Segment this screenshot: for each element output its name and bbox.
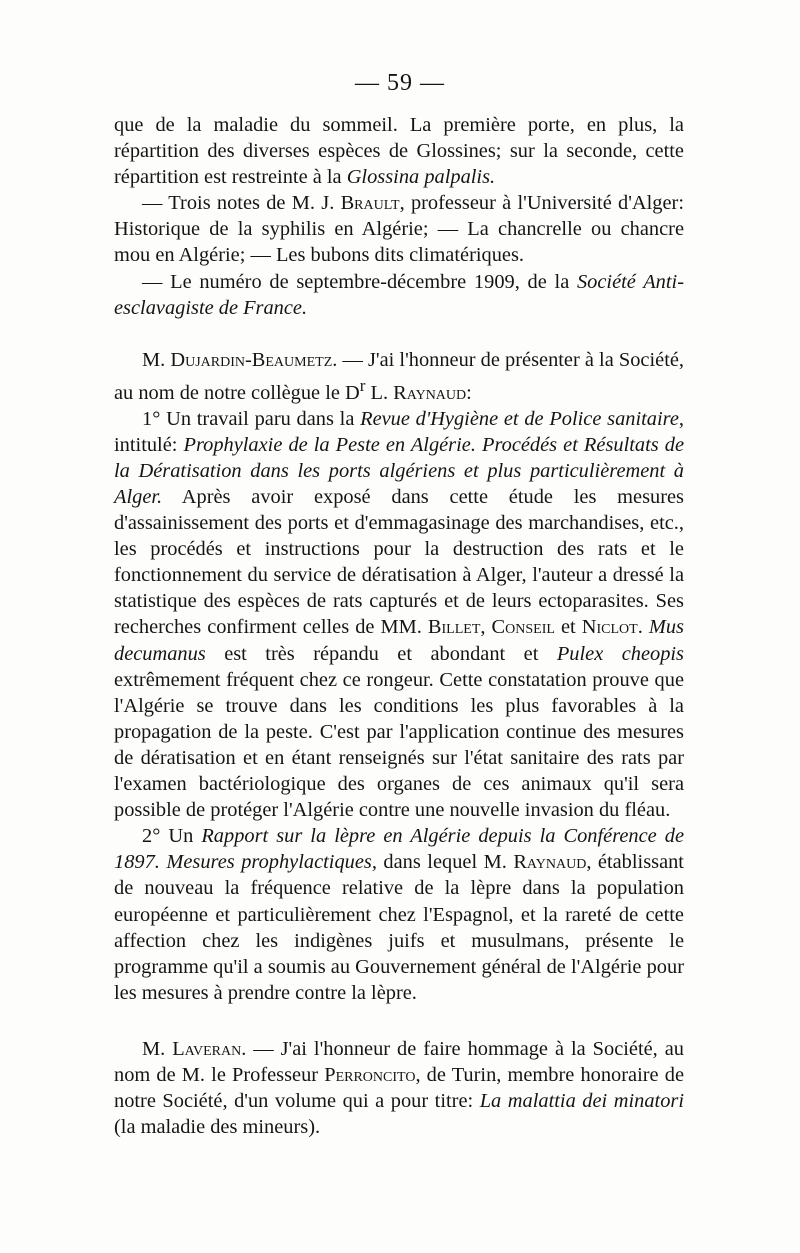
page-number: — 59 — [355,70,445,96]
paragraph-dujardin-intro: M. Dujardin-Beaumetz. — J'ai l'honneur de présenter à la Société, au nom de notre collègue le $D^r$ L. Raynaud: [114,348,685,404]
author-name: Raynaud [393,381,467,404]
author-name: Brault [340,192,400,215]
author-name: Niclot [581,616,638,639]
paragraph-leprosy-report: 2° Un Rapport sur la lèpre en Algérie depuis la Conférence de 1897. Mesures prophylactiques, dans lequel M. Raynaud, établissant de nouveau la fréquence relative de la lèpre dans la population européenne et particulièrement chez l'Espagnol, et la rareté de cette affection chez les indigènes juifs et musulmans, présente le programme qu'il a soumis au Gouvernement général de l'Algérie pour les mesures à prendre contre la lèpre. [114,825,685,1004]
body-text [114,112,684,1140]
paragraph-brault-notes: — Trois notes de M. J. Brault, professeur à l'Université d'Alger: Historique de la syphilis en Algérie; — La chancrelle ou chancre mou en Algérie; — Les bubons dits climatériques. [114,192,684,267]
speaker-name: Dujardin-Beaumetz [170,348,333,371]
author-name: Raynaud [513,851,587,874]
paragraph-antiesclavagiste: — Le numéro de septembre-décembre 1909, de la Société Anti-esclavagiste de France. [114,270,684,319]
author-name: Conseil [491,616,555,639]
speaker-name: Laveran [172,1037,242,1060]
paragraph-sleeping-sickness: que de la maladie du sommeil. La première porte, en plus, la répartition des diverses espèces de Glossines; sur la seconde, cette répartition est restreinte à la Glossina palpalis. [114,114,684,189]
author-name: Billet [427,616,481,639]
paragraph-laveran: M. Laveran. — J'ai l'honneur de faire hommage à la Société, au nom de M. le Professeur Perroncito, de Turin, membre honoraire de notre Société, d'un volume qui a pour titre: La malattia dei minatori (la maladie des mineurs). [114,1037,684,1139]
paragraph-plague-report: 1° Un travail paru dans la Revue d'Hygiène et de Police sanitaire, intitulé: Prophylaxie de la Peste en Algérie. Procédés et Résultats de la Dératisation dans les ports algériens et plus particulièrement à Alger. Après avoir exposé dans cette étude les mesures d'assainissement des ports et d'emmagasinage des marchandises, etc., les procédés et instructions pour la destruction des rats et le fonctionnement du service de dératisation à Alger, l'auteur a dressé la statistique des espèces de rats capturés et de leurs ectoparasites. Ses recherches confirment celles de MM. Billet, Conseil et Niclot. Mus decumanus est très répandu et abondant et Pulex cheopis extrêmement fréquent chez ce rongeur. Cette constatation prouve que l'Algérie se trouve dans les conditions les plus favorables à la propagation de la peste. C'est par l'application continue des mesures de dératisation et en étant renseignés sur l'état sanitaire des rats par l'examen bactériologique des organes de ces animaux qu'il sera possible de protéger l'Algérie contre une nouvelle invasion du fléau. [114,407,684,822]
author-name: Perroncito [324,1063,416,1086]
